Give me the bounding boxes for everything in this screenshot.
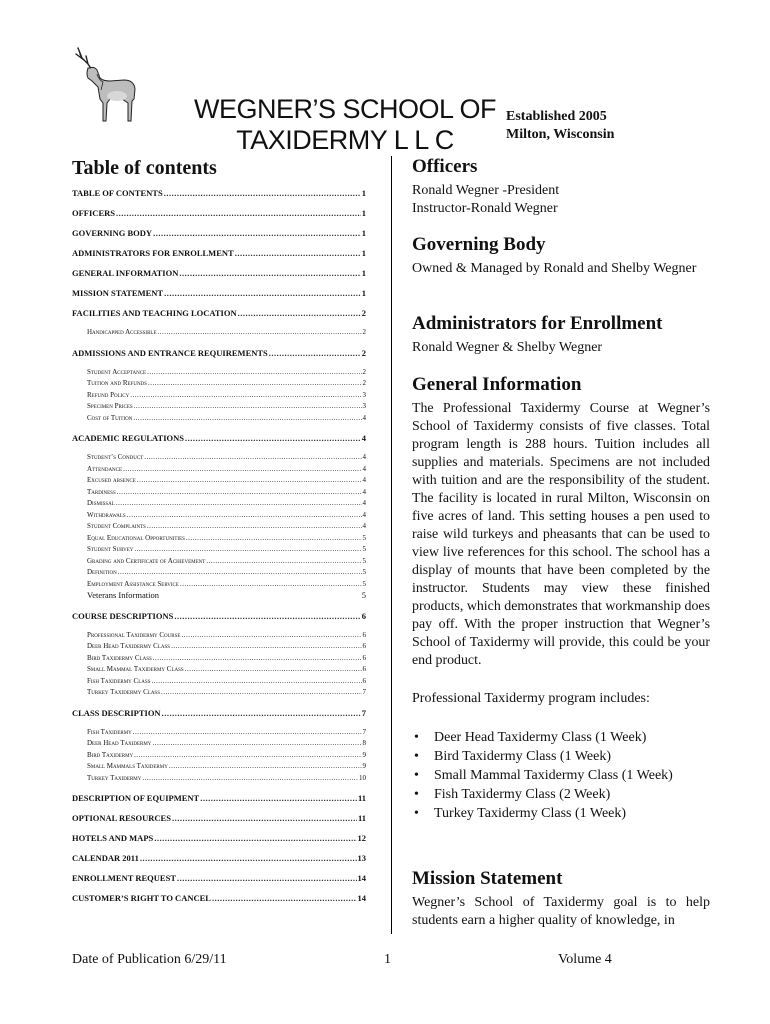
toc-subentry-page: 6 [362,676,366,685]
toc-subentry-title: Bird Taxidermy [87,750,134,759]
toc-subentry[interactable] [72,738,366,750]
toc-subentry-title: Excused absence [87,476,136,484]
toc-subentry-page: 6 [362,653,366,662]
toc-subentry-title: Small Mammal Taxidermy Class [87,665,184,673]
toc-subentry[interactable] [72,761,366,773]
toc-entry-page: 1 [361,208,366,218]
toc-subentry-page: 4 [362,499,366,507]
toc-subentry-title: Student Survey [87,545,134,553]
toc-leader [117,487,362,499]
toc-subentry-title: Student’s Conduct [87,453,144,461]
toc-subgroup [72,727,366,785]
toc-entry-page: 1 [361,228,366,238]
toc-subentry[interactable] [72,544,366,556]
mission-section [412,868,710,930]
toc-subentry[interactable] [72,676,366,688]
toc-leader [142,773,358,785]
toc-entry[interactable] [72,793,366,804]
toc-subentry-title: Employment Assistance Service [87,579,179,588]
toc-leader [116,208,361,219]
toc-entry-title: COURSE DESCRIPTIONS [72,610,174,621]
toc-subentry-title: Cost of Tuition [87,413,133,422]
toc-subentry-title: Grading and Certificate of Achievement [87,556,206,565]
toc-entry-title: OPTIONAL RESOURCES [72,813,171,823]
toc-leader [169,761,362,773]
toc-subentry-page: 2 [362,328,366,336]
toc-subentry-title: Dismissal [87,499,115,507]
toc-leader [164,288,361,299]
toc-entry-title: GENERAL INFORMATION [72,268,179,278]
toc-leader [154,833,356,844]
established-text: Established 2005 [506,109,607,124]
toc-entry[interactable] [72,708,366,719]
toc-subentry-title: Turkey Taxidermy Class [87,688,160,696]
toc-leader [161,687,362,699]
toc-entry-page: 6 [361,610,366,621]
toc-entry[interactable] [72,248,366,259]
toc-subentry-title: Fish Taxidermy [87,727,132,736]
toc-subentry[interactable] [72,378,366,390]
toc-subentry-title: Small Mammals Taxidermy [87,762,168,770]
toc-subentry-page: 5 [361,590,366,600]
toc-entry-title: ADMISSIONS AND ENTRANCE REQUIREMENTS [72,347,268,358]
governing-body-heading: Governing Body [412,234,546,255]
toc-subentry-page: 4 [362,522,366,530]
toc-subentry[interactable] [72,567,366,579]
general-information-section [412,374,710,823]
toc-subentry[interactable] [72,773,366,785]
toc-subentry[interactable] [72,727,366,739]
general-information-text: The Professional Taxidermy Course at Wegner’s School of Taxidermy consists of five classes. Total program length is 288 hours. Tuition includes all supplies and materials. Specimens are not included with tuition and are the responsibility of the student. The facility is located in rural Milton, Wisconsin on five acres of land. This setting houses a pen used to raise wild turkeys and pheasants that can be used to view live references for this school. The school has a display of mounts that have been completed by the instructor. Students may view these finished products, which demonstrates that workmanship does pay off. With the proper instruction that Wegner’s School of Taxidermy will provide, this could be your end product. [412,401,710,668]
toc-subentry-page: 6 [362,630,366,639]
toc-leader [238,308,361,319]
toc-leader [140,853,357,864]
toc-entry-title: ENROLLMENT REQUEST [72,873,176,883]
toc-list [72,188,366,904]
toc-subgroup [72,452,366,602]
toc-subentry[interactable] [72,475,366,487]
toc-entry-page: 14 [357,893,366,903]
toc-leader [185,664,362,676]
toc-leader [153,653,362,665]
toc-subentry-page: 5 [362,545,366,553]
toc-leader [174,611,360,622]
administrators-text: Ronald Wegner & Shelby Wegner [412,340,603,355]
toc-subentry-page: 6 [362,665,366,673]
toc-subentry[interactable] [72,664,366,676]
toc-subentry[interactable] [72,641,366,653]
toc-subentry-title: Refund Policy [87,390,130,399]
toc-leader [147,367,361,379]
toc-entry[interactable] [72,188,366,199]
toc-leader [179,268,360,279]
toc-subentry-page: 5 [362,533,366,542]
officers-line-1: Ronald Wegner -President [412,183,560,198]
toc-leader [133,727,362,739]
toc-entry[interactable] [72,268,366,279]
administrators-heading: Administrators for Enrollment [412,313,663,334]
toc-subentry-title: Equal Educational Opportunities [87,533,185,542]
officers-line-2: Instructor-Ronald Wegner [412,201,558,216]
toc-leader [152,738,361,750]
toc-subentry-title: Withdrawals [87,510,126,519]
toc-subentry[interactable] [72,327,366,339]
program-intro: Professional Taxidermy program includes: [412,691,650,706]
toc-leader [172,813,357,824]
toc-subentry[interactable] [72,630,366,642]
toc-subentry-page: 2 [362,367,366,376]
column-divider [391,156,392,934]
toc-entry-page: 12 [357,833,366,843]
toc-subentry-title: Tuition and Refunds [87,379,147,387]
toc-entry-title: GOVERNING BODY [72,228,153,238]
toc-leader [212,893,357,904]
toc-entry[interactable] [72,228,366,239]
toc-subentry[interactable] [72,521,366,533]
toc-subentry[interactable] [72,464,366,476]
toc-subentry-page: 4 [362,476,366,484]
toc-leader [235,248,361,259]
program-item: • Bird Taxidermy Class (1 Week) [412,747,710,766]
toc-subentry[interactable] [72,579,366,591]
toc-entry[interactable] [72,853,366,864]
toc-entry-title: MISSION STATEMENT [72,288,164,298]
toc-entry-page: 11 [357,813,366,823]
toc-entry[interactable] [72,873,366,884]
toc-subgroup [72,367,366,425]
toc-subentry-page: 6 [362,642,366,650]
toc-entry-title: ADMINISTRATORS FOR ENROLLMENT [72,248,234,258]
toc-entry-title: DESCRIPTION OF EQUIPMENT [72,793,200,803]
toc-subentry-title: Bird Taxidermy Class [87,653,152,662]
toc-entry-title: OFFICERS [72,208,115,218]
toc-subentry[interactable] [72,487,366,499]
toc-entry-page: 13 [357,853,366,863]
toc-subentry-title: Professional Taxidermy Course [87,630,181,639]
governing-body-text: Owned & Managed by Ronald and Shelby Wegner [412,261,697,276]
toc-entry-title: TABLE OF CONTENTS [72,188,163,198]
toc-leader [185,433,361,444]
toc-subentry-title: Student Complaints [87,522,146,530]
program-item: • Turkey Taxidermy Class (1 Week) [412,804,710,823]
toc-subentry[interactable] [72,750,366,762]
toc-entry[interactable] [72,433,366,444]
page-number: 1 [384,952,391,967]
toc-leader [164,188,361,199]
toc-entry-page: 2 [361,308,366,318]
toc-subentry-page: 10 [359,773,366,782]
toc-leader [151,676,361,688]
administrators-section [412,313,710,357]
elk-logo-icon [72,44,144,124]
toc-subentry-title: Tardiness [87,487,116,496]
toc-subentry-page: 4 [362,487,366,496]
toc-entry[interactable] [72,893,366,904]
toc-leader [177,873,357,884]
toc-subentry-title: Deer Head Taxidermy [87,739,152,747]
toc-leader [137,475,362,487]
officers-heading: Officers [412,156,478,177]
toc-leader [148,378,362,390]
toc-subentry-title: Veterans Information [87,590,159,600]
toc-leader [116,498,362,510]
toc-leader [147,521,362,533]
mission-heading: Mission Statement [412,868,563,889]
toc-entry-page: 1 [361,248,366,258]
toc-entry-title: ACADEMIC REGULATIONS [72,433,185,443]
toc-subentry-title: Attendance [87,464,123,473]
toc-leader [186,533,362,545]
established-block [506,108,614,144]
toc-leader [134,544,361,556]
toc-subentry-page: 9 [362,750,366,759]
toc-leader [158,327,362,339]
toc-subentry[interactable] [72,510,366,522]
officers-section [412,156,710,218]
toc-leader [130,390,361,402]
toc-entry-page: 1 [361,288,366,298]
toc-entry-title: CUSTOMER’S RIGHT TO CANCEL [72,893,211,903]
toc-subentry-page: 4 [362,453,366,461]
toc-entry[interactable] [72,611,366,622]
toc-subentry[interactable] [72,556,366,568]
toc-subentry[interactable] [72,590,366,602]
toc-subentry[interactable] [72,498,366,510]
toc-subgroup [72,630,366,699]
toc-leader [144,452,361,464]
toc-subentry-title: Specimen Prices [87,402,133,410]
toc-subentry[interactable] [72,401,366,413]
title-line-1: WEGNER’S SCHOOL OF [193,94,497,124]
program-item: • Deer Head Taxidermy Class (1 Week) [412,728,710,747]
toc-entry[interactable] [72,308,366,319]
toc-subentry-title: Deer Head Taxidermy Class [87,642,171,650]
toc-subentry-title: Student Acceptance [87,367,147,376]
toc-subentry[interactable] [72,653,366,665]
toc-subentry[interactable] [72,367,366,379]
toc-leader [153,228,361,239]
toc-subentry[interactable] [72,687,366,699]
toc-leader [118,567,362,579]
title-line-2: TAXIDERMY L L C [236,125,454,155]
program-item: • Small Mammal Taxidermy Class (1 Week) [412,766,710,785]
table-of-contents [72,156,366,913]
toc-subentry-title: Definition [87,568,117,576]
toc-subgroup [72,327,366,339]
toc-entry[interactable] [72,833,366,844]
toc-subentry-page: 2 [362,379,366,387]
toc-subentry-title: Handicapped Accessible [87,328,157,336]
toc-leader [180,579,362,591]
mission-text: Wegner’s School of Taxidermy goal is to help students earn a higher quality of knowledge, in [412,895,710,928]
toc-leader [181,630,361,642]
toc-subentry-page: 7 [362,727,366,736]
toc-entry[interactable] [72,813,366,824]
toc-subentry-page: 3 [362,402,366,410]
toc-leader [162,708,361,719]
toc-subentry-page: 4 [362,413,366,422]
toc-subentry-page: 7 [362,688,366,696]
toc-leader [134,401,362,413]
governing-body-section [412,234,710,278]
toc-leader [133,413,361,425]
toc-entry-page: 14 [357,873,366,883]
toc-heading: Table of contents [72,157,217,179]
general-information-heading: General Information [412,374,582,395]
toc-subentry-page: 5 [362,568,366,576]
volume-label: Volume 4 [558,952,612,967]
toc-entry[interactable] [72,288,366,299]
toc-entry-title: HOTELS AND MAPS [72,833,154,843]
toc-subentry-page: 4 [362,464,366,473]
toc-entry-title: CALENDAR 2011 [72,853,139,863]
toc-leader [127,510,362,522]
toc-entry-title: CLASS DESCRIPTION [72,707,161,718]
toc-entry[interactable] [72,208,366,219]
toc-entry-page: 7 [361,707,366,718]
school-title [180,94,510,156]
toc-entry-title: FACILITIES AND TEACHING LOCATION [72,308,237,318]
toc-leader [269,348,361,359]
toc-entry-page: 2 [361,347,366,358]
toc-leader [123,464,361,476]
toc-subentry-page: 4 [362,510,366,519]
toc-subentry-page: 8 [362,739,366,747]
toc-subentry[interactable] [72,452,366,464]
program-item: • Fish Taxidermy Class (2 Week) [412,785,710,804]
toc-leader [134,750,361,762]
toc-entry-page: 4 [361,433,366,443]
toc-entry-page: 1 [361,188,366,198]
toc-subentry-page: 3 [362,390,366,399]
toc-subentry-page: 5 [362,579,366,588]
publication-date: Date of Publication 6/29/11 [72,952,227,967]
toc-subentry-page: 5 [362,556,366,565]
toc-subentry[interactable] [72,390,366,402]
toc-subentry-title: Fish Taxidermy Class [87,676,151,685]
toc-entry-page: 1 [361,268,366,278]
toc-subentry[interactable] [72,533,366,545]
toc-subentry-page: 9 [362,762,366,770]
location-text: Milton, Wisconsin [506,127,615,142]
toc-leader [171,641,361,653]
toc-leader [206,556,361,568]
toc-leader [200,793,357,804]
toc-entry[interactable] [72,348,366,359]
toc-subentry-title: Turkey Taxidermy [87,773,142,782]
toc-entry-page: 11 [357,793,366,803]
program-list [412,728,710,823]
toc-subentry[interactable] [72,413,366,425]
